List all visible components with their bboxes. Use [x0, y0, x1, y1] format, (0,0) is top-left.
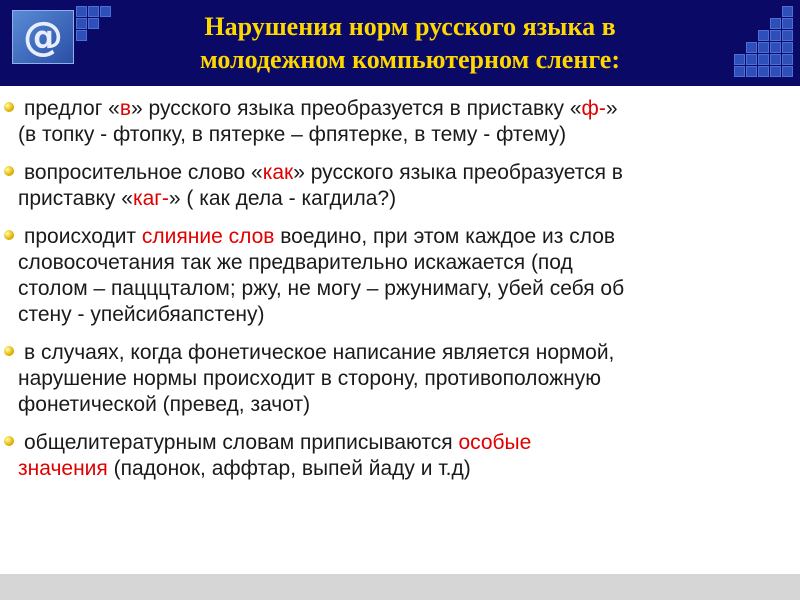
decorative-tile	[88, 6, 99, 17]
highlighted-term: особые	[458, 431, 532, 454]
decorative-tile	[758, 42, 769, 53]
title-bar	[0, 0, 800, 86]
decorative-tiles-right	[734, 6, 794, 86]
decorative-tile	[770, 54, 781, 65]
bullet-line	[18, 340, 784, 366]
highlighted-term: как	[262, 161, 294, 184]
highlighted-term: ф-	[581, 97, 606, 120]
text-segment: общелитературным словам приписываются	[24, 431, 459, 454]
highlighted-term: в	[119, 97, 132, 120]
bullet-line	[18, 430, 784, 456]
bullet-icon	[4, 230, 14, 240]
bullet-item	[4, 160, 784, 212]
bullet-item	[4, 224, 784, 328]
text-segment: приставку «	[18, 187, 133, 210]
bullet-line	[18, 366, 784, 392]
decorative-tile	[782, 30, 793, 41]
bullet-line	[18, 302, 784, 328]
decorative-tile	[734, 54, 745, 65]
text-segment: »	[605, 97, 618, 120]
bullet-line	[18, 276, 784, 302]
text-segment: вопросительное слово «	[24, 161, 263, 184]
decorative-tile	[746, 66, 757, 77]
decorative-tile	[770, 66, 781, 77]
bullet-line	[18, 96, 784, 122]
text-segment: (в топку - фтопку, в пятерке – фпятерке, в тему - фтему)	[18, 123, 567, 146]
decorative-tile	[88, 18, 99, 29]
at-sign-logo	[12, 10, 74, 64]
bullet-line	[18, 224, 784, 250]
bullet-line	[18, 122, 784, 148]
bullet-line	[18, 250, 784, 276]
bullet-line	[18, 186, 784, 212]
decorative-tile	[782, 42, 793, 53]
decorative-tile	[758, 66, 769, 77]
bullet-list	[4, 96, 784, 494]
footer-bar	[0, 574, 800, 600]
bullet-icon	[4, 102, 14, 112]
decorative-tile	[76, 6, 87, 17]
bullet-item	[4, 430, 784, 482]
text-segment: воедино, при этом каждое из слов	[274, 225, 616, 248]
text-segment: словосочетания так же предварительно искажается (под	[18, 251, 573, 274]
decorative-tile	[782, 66, 793, 77]
highlighted-term: слияние слов	[141, 225, 275, 248]
highlighted-term: значения	[18, 457, 108, 480]
bullet-line	[18, 456, 784, 482]
decorative-tile	[746, 54, 757, 65]
decorative-tile	[782, 6, 793, 17]
decorative-tile	[746, 42, 757, 53]
decorative-tile	[76, 30, 87, 41]
text-segment: столом – пацццталом; ржу, не могу – ржунимагу, убей себя об	[18, 277, 625, 300]
title-line-1: Нарушения норм русского языка в	[204, 12, 616, 41]
bullet-item	[4, 340, 784, 418]
bullet-icon	[4, 436, 14, 446]
decorative-tile	[782, 54, 793, 65]
text-segment: происходит	[24, 225, 142, 248]
decorative-tile	[770, 18, 781, 29]
bullet-line	[18, 160, 784, 186]
text-segment: предлог «	[24, 97, 120, 120]
text-segment: » ( как дела - кагдила?)	[168, 187, 397, 210]
text-segment: нарушение нормы происходит в сторону, противоположную	[18, 367, 601, 390]
bullet-item	[4, 96, 784, 148]
bullet-line	[18, 392, 784, 418]
text-segment: в случаях, когда фонетическое написание является нормой,	[24, 341, 615, 364]
decorative-tile	[782, 18, 793, 29]
slide-title	[110, 10, 710, 76]
decorative-tile	[76, 18, 87, 29]
at-sign-icon: @	[23, 14, 63, 60]
decorative-tile	[770, 42, 781, 53]
text-segment: стену - упейсибяапстену)	[18, 303, 265, 326]
highlighted-term: каг-	[132, 187, 169, 210]
bullet-icon	[4, 346, 14, 356]
text-segment: фонетической (превед, зачот)	[18, 393, 311, 416]
text-segment: » русского языка преобразуется в	[293, 161, 623, 184]
title-line-2: молодежном компьютерном сленге:	[200, 45, 620, 74]
decorative-tile	[734, 66, 745, 77]
text-segment: (падонок, аффтар, выпей йаду и т.д)	[107, 457, 471, 480]
bullet-icon	[4, 166, 14, 176]
decorative-tile	[758, 54, 769, 65]
text-segment: » русского языка преобразуется в приставку «	[131, 97, 582, 120]
decorative-tile	[758, 30, 769, 41]
decorative-tile	[770, 30, 781, 41]
